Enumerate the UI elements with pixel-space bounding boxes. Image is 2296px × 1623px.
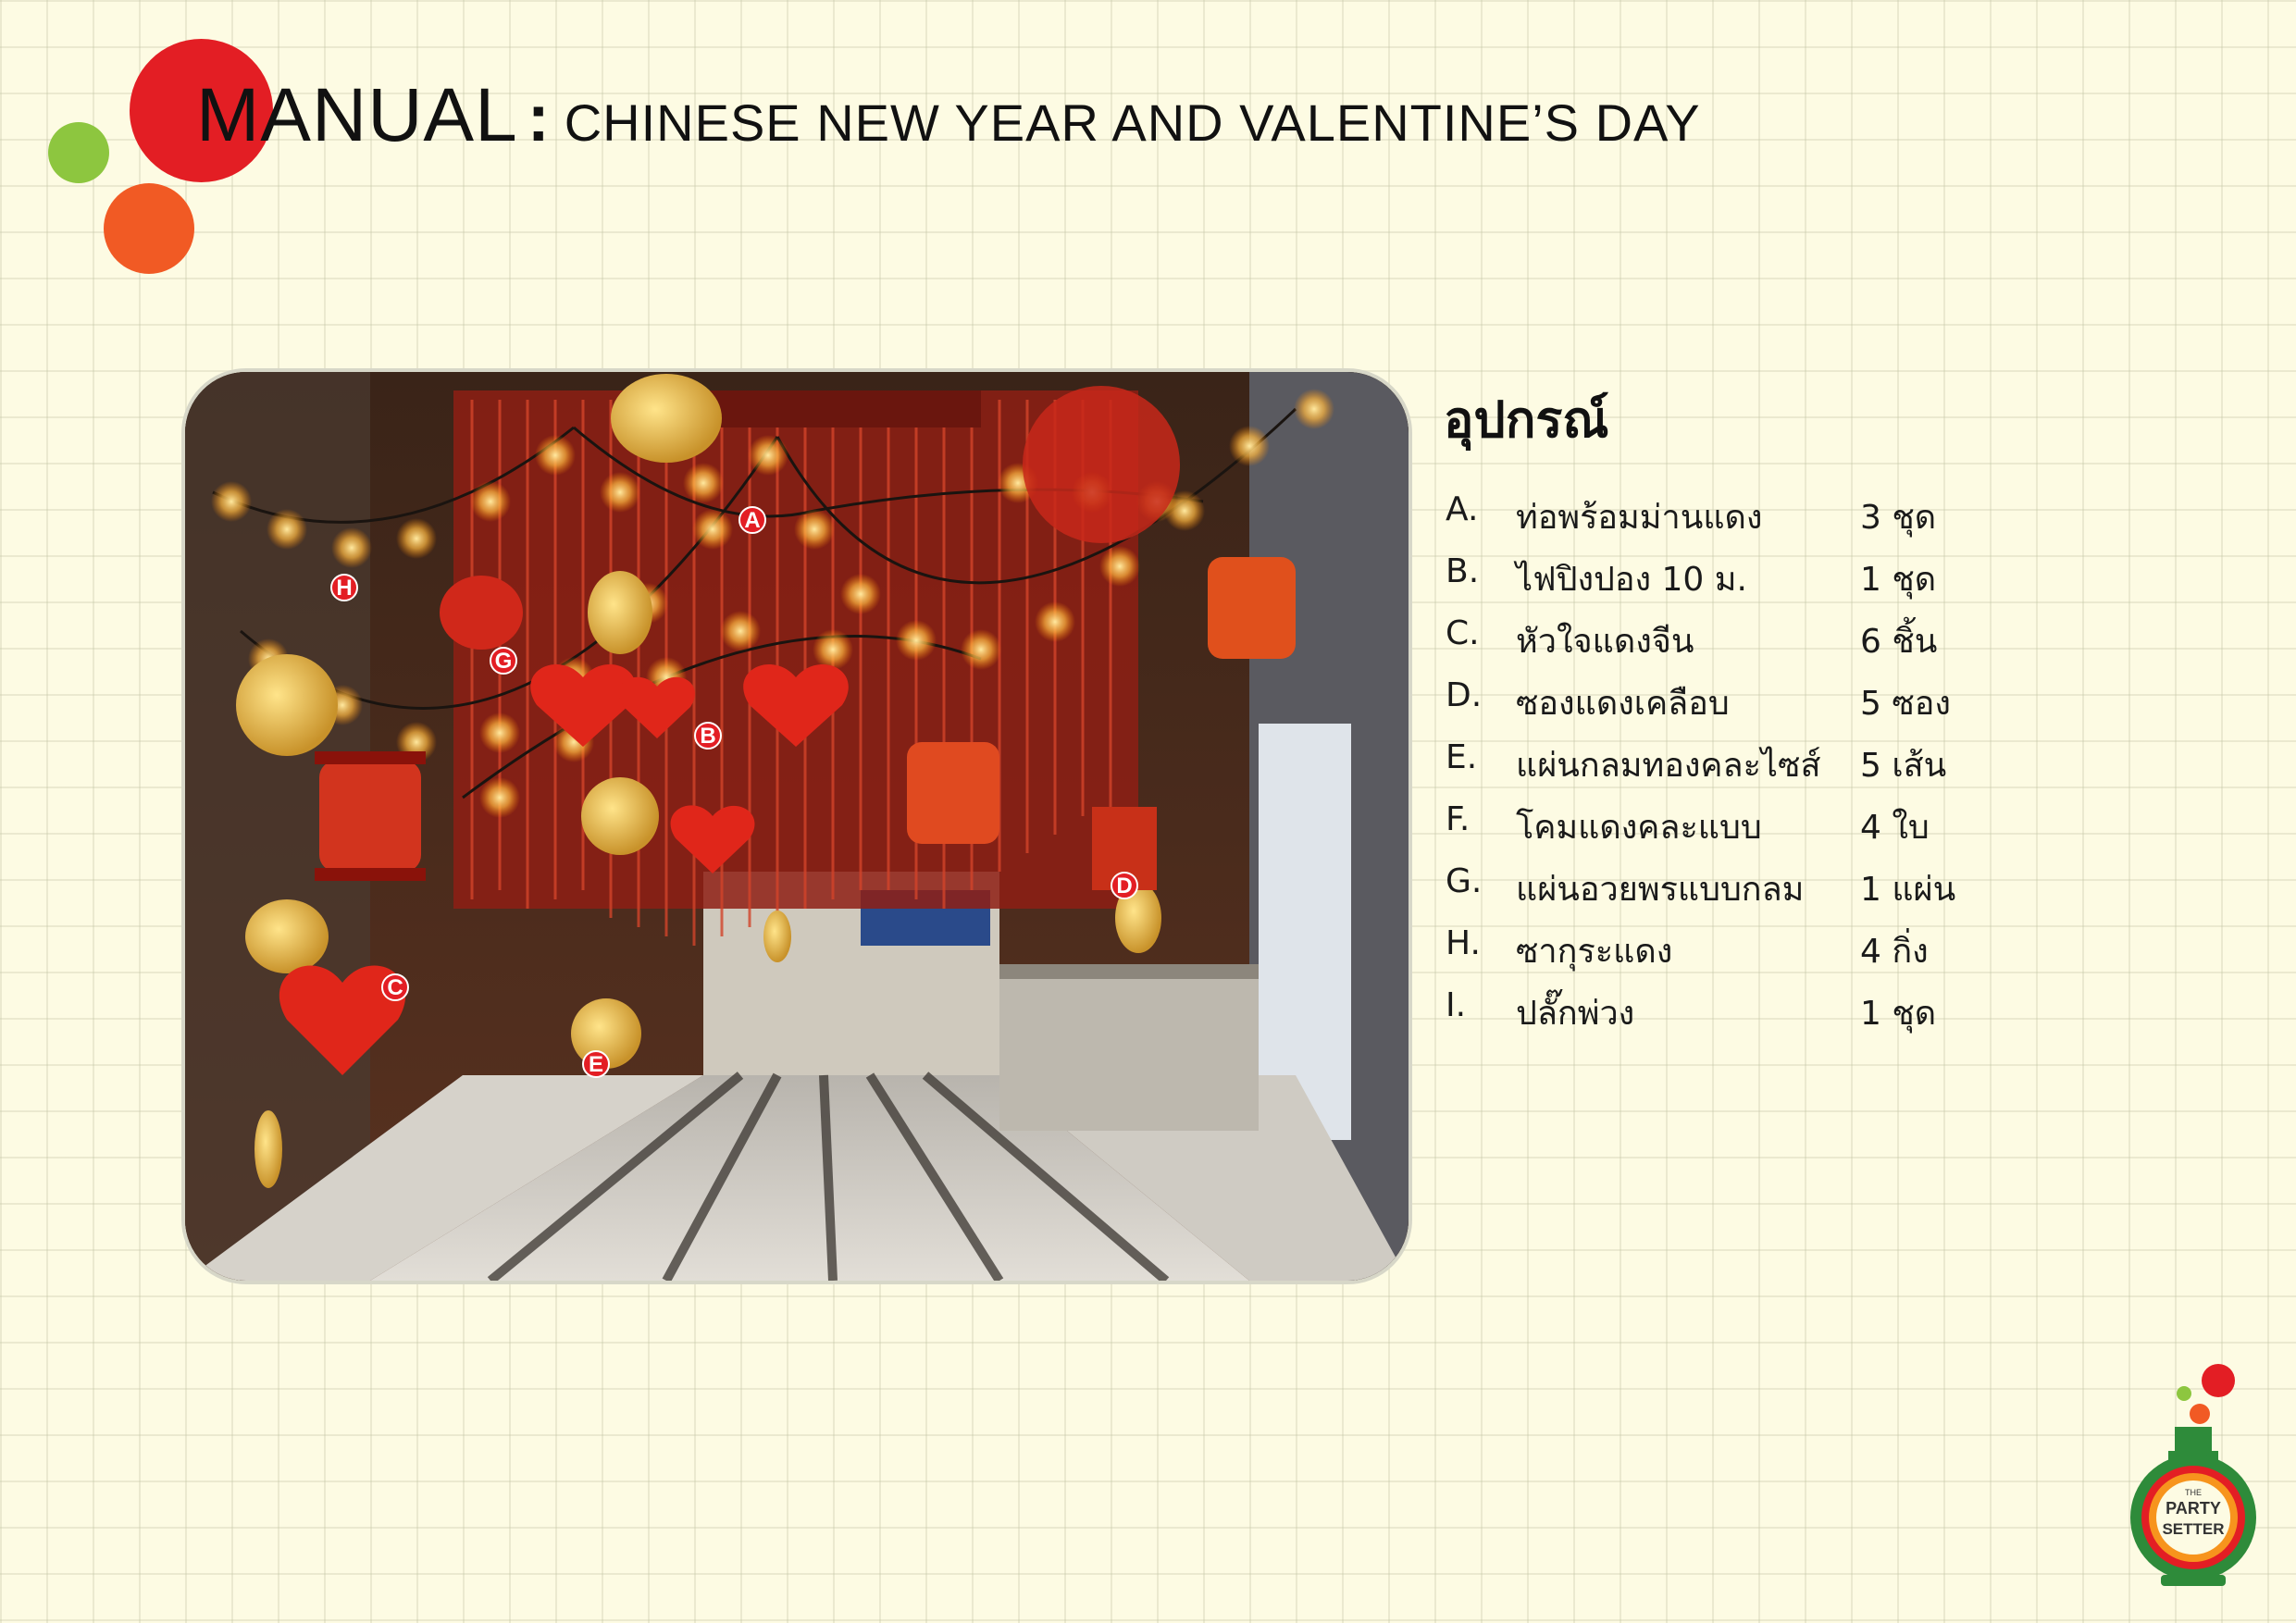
equipment-item [1446,676,2001,738]
item-quantity: 5 เส้น [1860,747,1947,785]
svg-text:G: G [494,649,513,674]
item-name: ซากุระแดง [1516,933,1673,971]
logo-text-the: THE [2185,1488,2202,1497]
party-setter-logo [2124,1360,2263,1592]
item-name: ปลั๊กพ่วง [1516,995,1635,1033]
item-letter: A. [1446,490,1479,528]
page-title [196,72,1701,159]
item-letter: D. [1446,676,1483,714]
decoration-photo [181,368,1412,1284]
equipment-item [1446,738,2001,800]
item-letter: I. [1446,986,1467,1024]
equipment-item [1446,924,2001,986]
title-subtitle: CHINESE NEW YEAR AND VALENTINE’S DAY [564,93,1701,152]
item-name: หัวใจแดงจีน [1516,623,1694,661]
logo-text-setter: SETTER [2162,1520,2225,1538]
item-name: ไฟปิงปอง 10 ม. [1516,561,1747,599]
item-name: ซองแดงเคลือบ [1516,685,1730,723]
title-main: MANUAL [196,73,518,157]
item-letter: H. [1446,924,1481,962]
item-quantity: 1 ชุด [1860,561,1937,599]
logo-text-party: PARTY [2166,1499,2221,1518]
svg-text:D: D [1116,873,1133,898]
item-name: แผ่นอวยพรแบบกลม [1516,871,1805,909]
item-letter: B. [1446,552,1480,590]
green-circle-decoration [48,122,109,183]
item-letter: C. [1446,614,1480,652]
svg-text:H: H [336,576,353,601]
item-name: แผ่นกลมทองคละไซส์ [1516,747,1821,785]
item-quantity: 5 ซอง [1860,685,1951,723]
item-letter: E. [1446,738,1478,776]
marker-h [331,575,357,601]
marker-g [490,648,516,674]
equipment-item [1446,490,2001,552]
decoration-scene [185,372,1409,1281]
equipment-item [1446,800,2001,862]
equipment-item [1446,614,2001,676]
item-name: โคมแดงคละแบบ [1516,809,1762,847]
item-quantity: 3 ชุด [1860,499,1937,537]
item-quantity: 4 ใบ [1860,809,1930,847]
item-letter: F. [1446,800,1471,838]
orange-circle-decoration [104,183,194,274]
svg-text:B: B [700,724,716,749]
item-quantity: 4 กิ่ง [1860,933,1929,971]
marker-c [382,974,408,1000]
item-quantity: 1 ชุด [1860,995,1937,1033]
marker-a [739,507,765,533]
svg-text:A: A [744,508,761,533]
item-quantity: 1 แผ่น [1860,871,1956,909]
item-name: ท่อพร้อมม่านแดง [1516,499,1763,537]
equipment-heading: อุปกรณ์ [1444,390,1609,449]
svg-text:E: E [588,1052,604,1077]
equipment-list [1446,490,2001,1048]
marker-e [583,1051,609,1077]
marker-b [695,723,721,749]
marker-d [1111,873,1137,898]
equipment-item [1446,986,2001,1048]
svg-text:C: C [387,975,403,1000]
equipment-item [1446,862,2001,924]
equipment-item [1446,552,2001,614]
item-letter: G. [1446,862,1483,900]
bottle-logo-icon [2124,1360,2263,1592]
title-separator: : [527,81,550,155]
item-quantity: 6 ชิ้น [1860,623,1938,661]
